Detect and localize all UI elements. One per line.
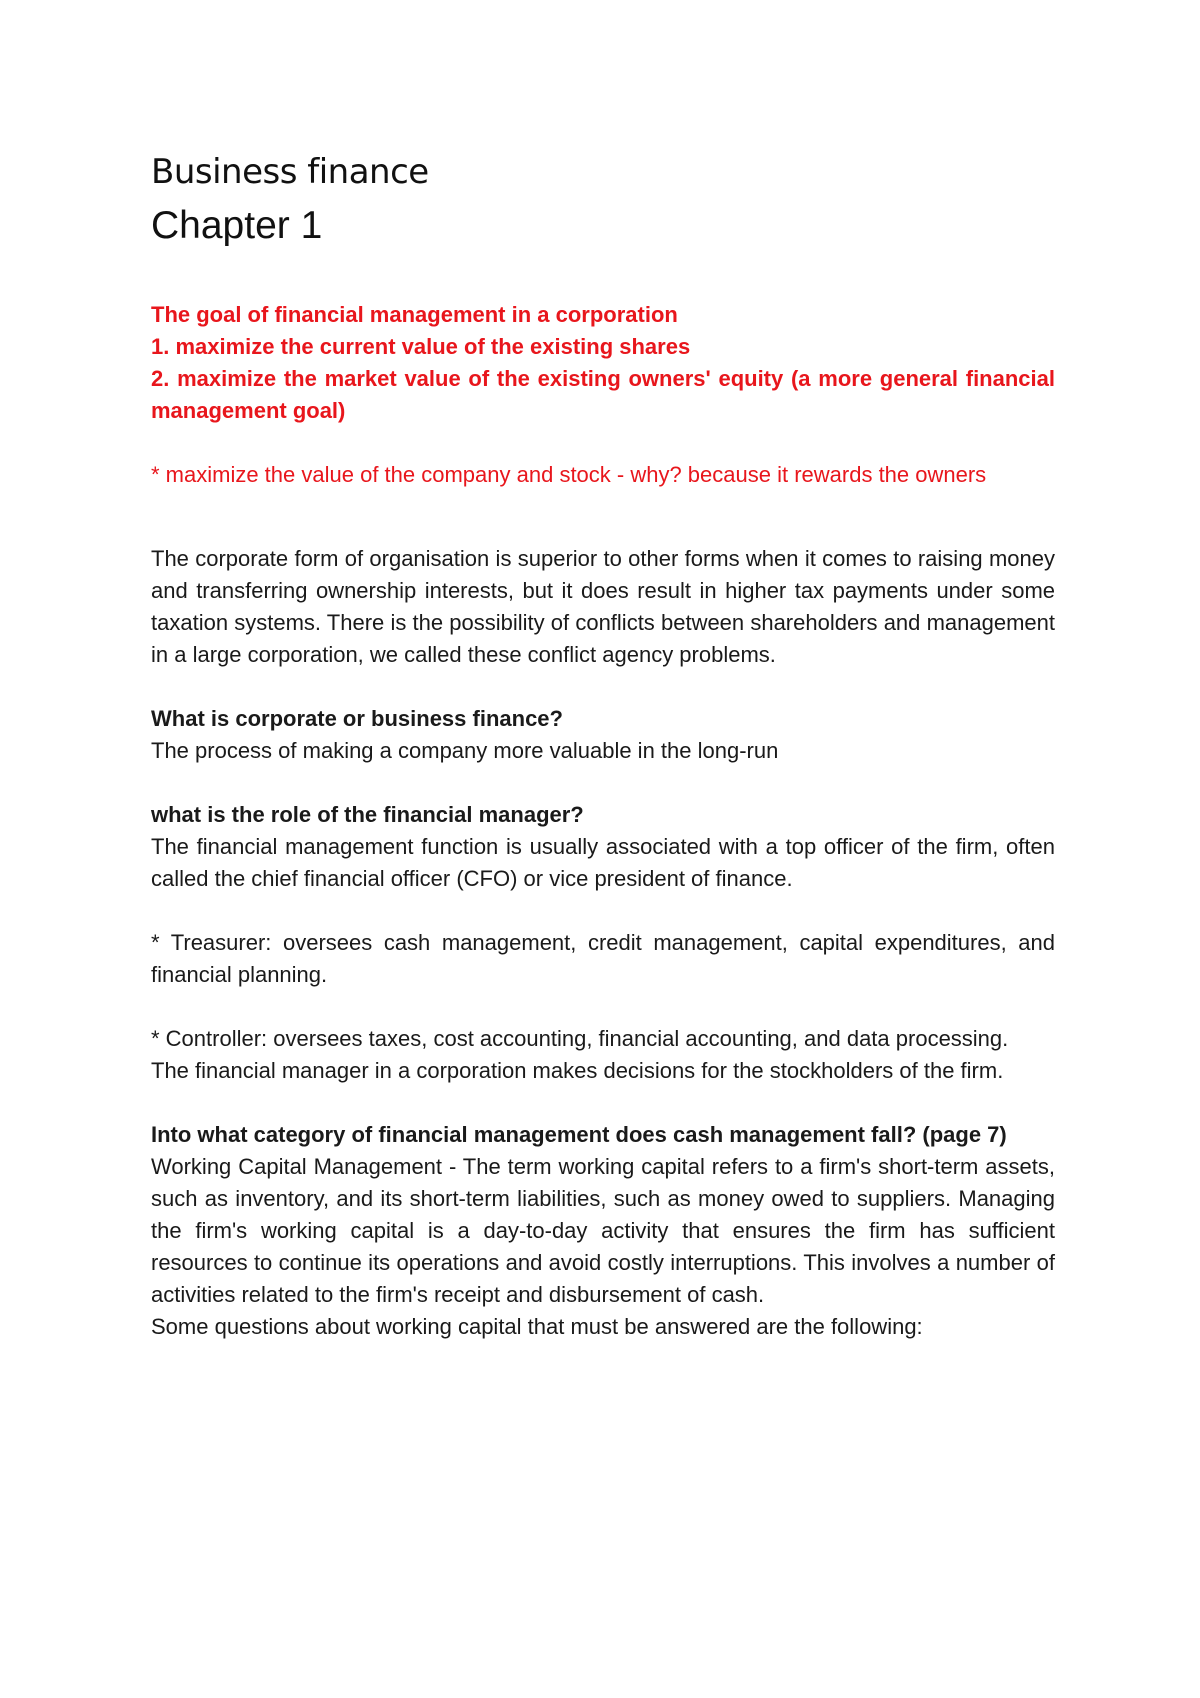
corporate-finance-answer: The process of making a company more valuable in the long-run <box>151 738 779 763</box>
corporate-form-paragraph: The corporate form of organisation is superior to other forms when it comes to raising money and transferring ownership interests, but it does result in higher tax payments under some taxation systems. There is the possibility of conflicts between shareholders and management in a large corporation, we called these conflict agency problems. <box>151 546 1055 667</box>
goals-note: * maximize the value of the company and stock - why? because it rewards the owners <box>151 462 987 487</box>
cash-management-answer: Working Capital Management - The term working capital refers to a firm's short-term assets, such as inventory, and its short-term liabilities, such as money owed to suppliers. Managing the firm's working capital is a day-to-day activity that ensures the firm has sufficient resources to continue its operations and avoid costly interruptions. This involves a number of activities related to the firm's receipt and disbursement of cash. <box>151 1154 1055 1307</box>
financial-manager-answer: The financial management function is usually associated with a top officer of the firm, often called the chief financial officer (CFO) or vice president of finance. <box>151 834 1055 891</box>
goals-heading: The goal of financial management in a corporation <box>151 302 678 327</box>
spacer <box>151 491 1055 543</box>
corporate-finance-question: What is corporate or business finance? <box>151 706 563 731</box>
treasurer-item: * Treasurer: oversees cash management, credit management, capital expenditures, and financial planning. <box>151 930 1055 987</box>
financial-manager-question: what is the role of the financial manager? <box>151 802 584 827</box>
spacer <box>151 1087 1055 1119</box>
spacer <box>151 991 1055 1023</box>
document-title: Business finance <box>151 152 429 192</box>
cash-management-question: Into what category of financial management does cash management fall? (page 7) <box>151 1122 1007 1147</box>
chapter-title: Chapter 1 <box>151 204 323 247</box>
goal-item-2: 2. maximize the market value of the existing owners' equity (a more general financial management goal) <box>151 366 1055 423</box>
spacer <box>151 895 1055 927</box>
controller-item: * Controller: oversees taxes, cost accounting, financial accounting, and data processing. <box>151 1026 1009 1051</box>
goal-item-1: 1. maximize the current value of the existing shares <box>151 334 691 359</box>
document-body <box>151 150 1055 1343</box>
spacer <box>151 427 1055 459</box>
spacer <box>151 252 1055 299</box>
cash-management-followup: Some questions about working capital that must be answered are the following: <box>151 1314 923 1339</box>
financial-manager-decisions: The financial manager in a corporation makes decisions for the stockholders of the firm. <box>151 1058 1004 1083</box>
spacer <box>151 671 1055 703</box>
spacer <box>151 767 1055 799</box>
